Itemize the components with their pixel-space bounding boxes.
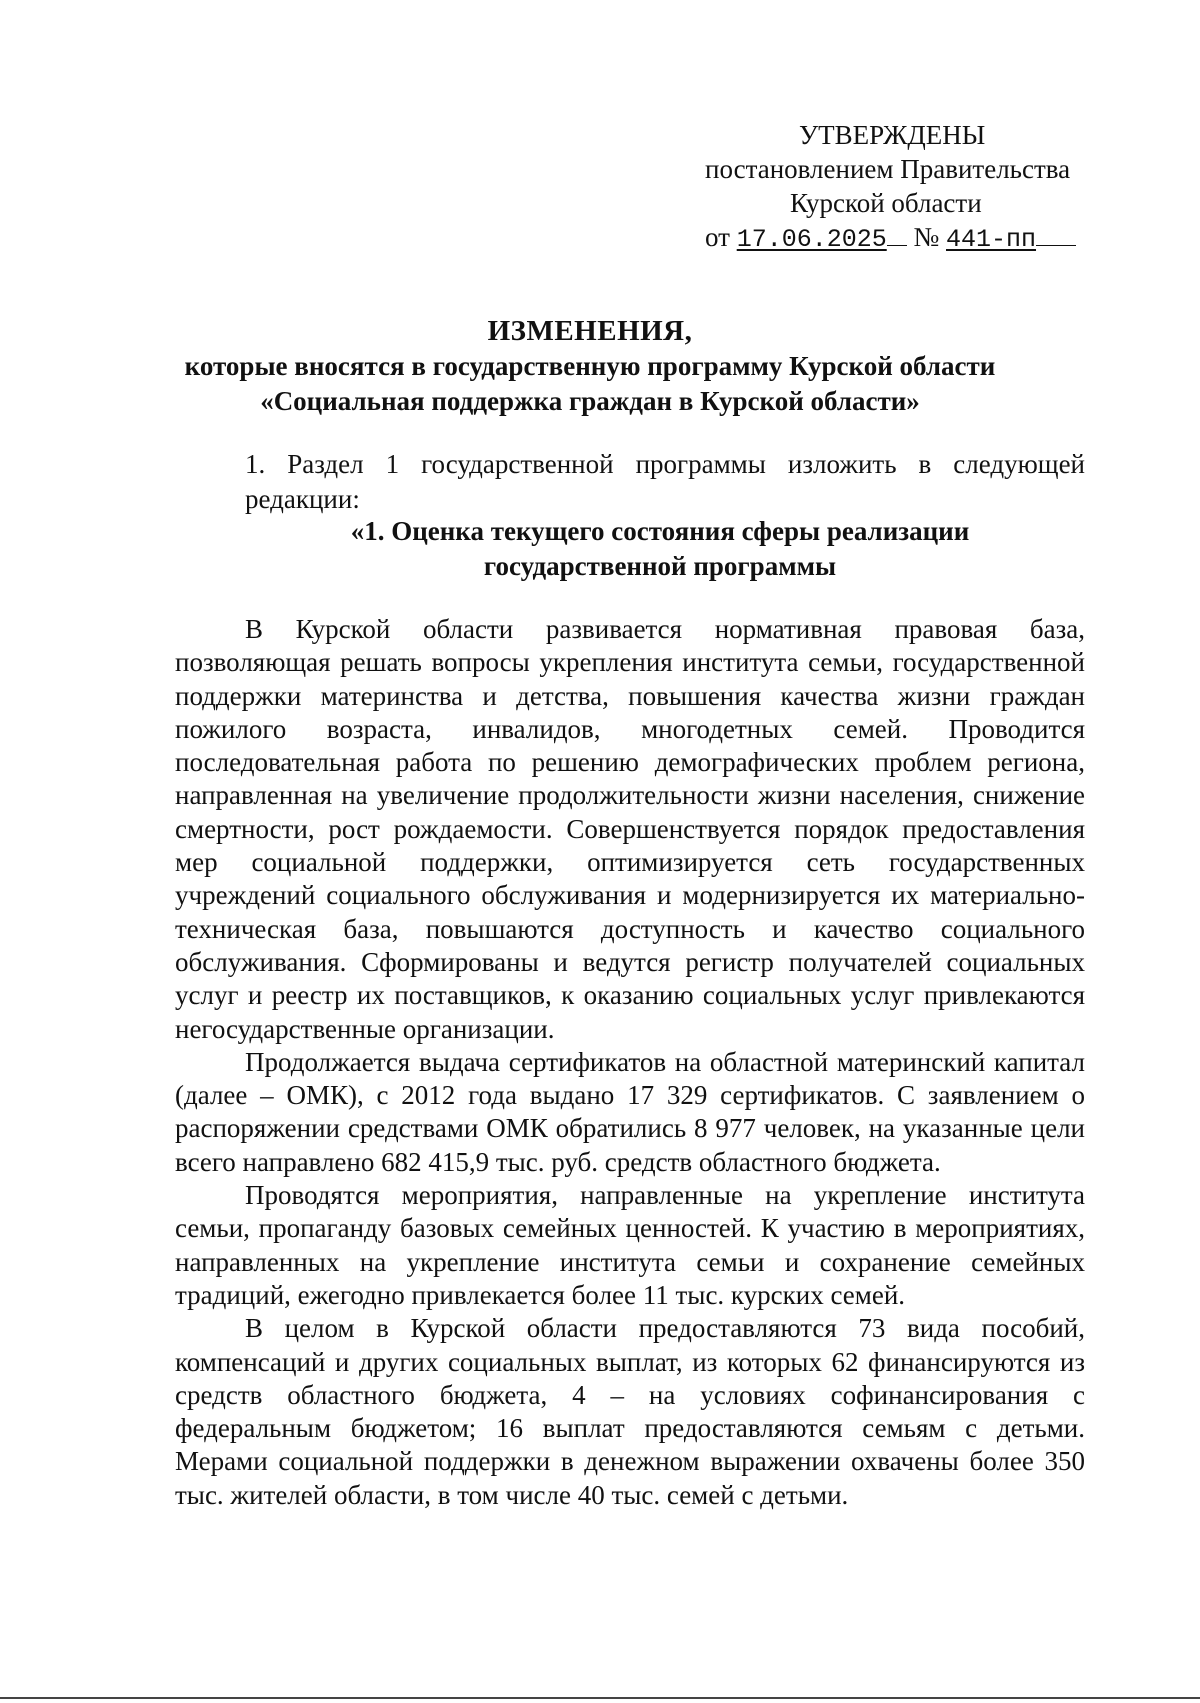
section-heading-line1: «1. Оценка текущего состояния сферы реализации bbox=[350, 516, 970, 546]
section-heading-line2: государственной программы bbox=[483, 551, 837, 581]
body-text bbox=[175, 613, 1085, 1512]
section-heading bbox=[300, 514, 1020, 584]
number-underline bbox=[1036, 221, 1076, 246]
approval-title: УТВЕРЖДЕНЫ bbox=[799, 120, 986, 150]
item-1 bbox=[175, 447, 1085, 517]
paragraph-4: В целом в Курской области предоставляются 73 вида пособий, компенсаций и других социальных выплат, из которых 62 финансируются из средств областного бюджета, 4 – на условиях софинансирования с федеральным бюджетом; 16 выплат предоставляются семьям с детьми. Мерами социальной поддержки в денежном выражении охвачены более 350 тыс. жителей области, в том числе 40 тыс. семей с детьми. bbox=[175, 1313, 1085, 1510]
date-underline bbox=[887, 221, 907, 246]
approval-number: 441-пп bbox=[946, 225, 1037, 254]
approval-line-decree: постановлением Правительства bbox=[705, 154, 1071, 184]
document-title-main: ИЗМЕНЕНИЯ, bbox=[487, 315, 693, 347]
approval-date: 17.06.2025 bbox=[736, 225, 887, 254]
page-bottom-edge bbox=[0, 1697, 1200, 1699]
document-title bbox=[150, 314, 1030, 419]
paragraph-3: Проводятся мероприятия, направленные на укрепление института семьи, пропаганду базовых семейных ценностей. К участию в мероприятиях, направленных на укрепление института семьи и сохранение семейных традиций, ежегодно привлекается более 11 тыс. курских семей. bbox=[175, 1180, 1085, 1310]
approval-date-prefix: от bbox=[705, 222, 730, 252]
document-title-line2: «Социальная поддержка граждан в Курской области» bbox=[260, 386, 920, 416]
approval-line-region: Курской области bbox=[790, 188, 982, 218]
item-1-text: 1. Раздел 1 государственной программы изложить в следующей редакции: bbox=[245, 449, 1085, 514]
approval-number-prefix: № bbox=[913, 222, 940, 252]
paragraph-1: В Курской области развивается нормативная правовая база, позволяющая решать вопросы укрепления института семьи, государственной поддержки материнства и детства, повышения качества жизни граждан пожилого возраста, инвалидов, многодетных семей. Проводится последовательная работа по решению демографических проблем региона, направленная на увеличение продолжительности жизни населения, снижение смертности, рост рождаемости. Совершенствуется порядок предоставления мер социальной поддержки, оптимизируется сеть государственных учреждений социального обслуживания и модернизируется их материально-техническая база, повышаются доступность и качество социального обслуживания. Сформированы и ведутся регистр получателей социальных услуг и реестр их поставщиков, к оказанию социальных услуг привлекаются негосударственные организации. bbox=[175, 614, 1085, 1044]
approval-stamp bbox=[700, 118, 1100, 257]
approval-date-line bbox=[700, 220, 1100, 257]
paragraph-2: Продолжается выдача сертификатов на областной материнский капитал (далее – ОМК), с 2012 года выдано 17 329 сертификатов. С заявлением о распоряжении средствами ОМК обратились 8 977 человек, на указанные цели всего направлено 682 415,9 тыс. руб. средств областного бюджета. bbox=[175, 1046, 1085, 1177]
document-title-line1: которые вносятся в государственную программу Курской области bbox=[184, 351, 996, 381]
